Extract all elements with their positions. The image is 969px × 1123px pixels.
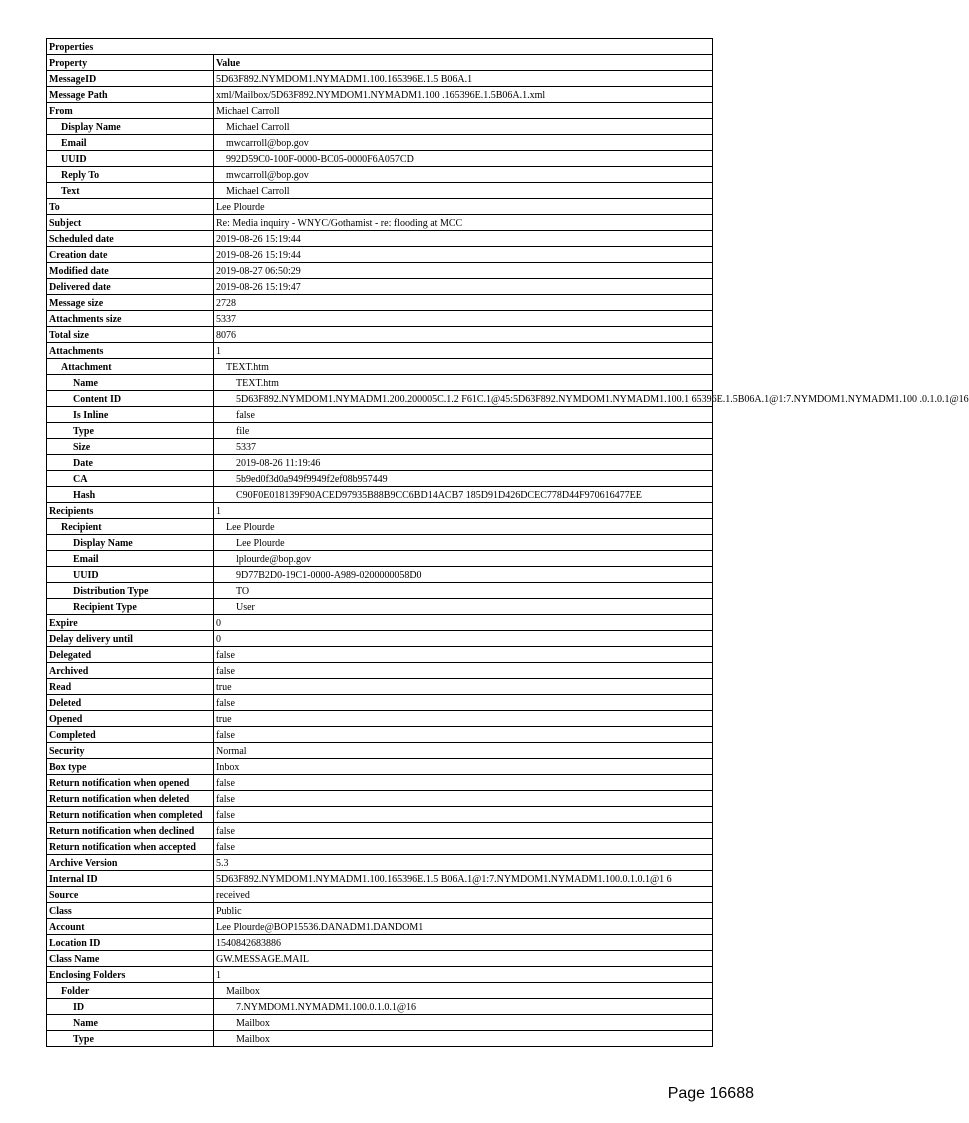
property-value: file — [214, 423, 713, 439]
property-name: Expire — [47, 615, 214, 631]
property-name: Hash — [47, 487, 214, 503]
property-name: Return notification when completed — [47, 807, 214, 823]
table-row — [47, 759, 713, 775]
property-name: Read — [47, 679, 214, 695]
property-value: Mailbox — [214, 1015, 713, 1031]
property-value: Lee Plourde — [214, 199, 713, 215]
property-value: Mailbox — [214, 1031, 713, 1047]
property-name: Date — [47, 455, 214, 471]
table-row — [47, 279, 713, 295]
table-row — [47, 135, 713, 151]
property-name: Deleted — [47, 695, 214, 711]
table-row — [47, 231, 713, 247]
property-value: received — [214, 887, 713, 903]
property-name: Completed — [47, 727, 214, 743]
property-value: Michael Carroll — [214, 183, 713, 199]
table-row — [47, 871, 713, 887]
property-name: Recipient — [47, 519, 214, 535]
property-name: Name — [47, 1015, 214, 1031]
property-name: Is Inline — [47, 407, 214, 423]
property-value: mwcarroll@bop.gov — [214, 135, 713, 151]
property-value: 5.3 — [214, 855, 713, 871]
property-value: 2728 — [214, 295, 713, 311]
property-value: xml/Mailbox/5D63F892.NYMDOM1.NYMADM1.100 .165396E.1.5B06A.1.xml — [214, 87, 713, 103]
property-value: Lee Plourde — [214, 535, 713, 551]
property-name: Opened — [47, 711, 214, 727]
property-value: 5D63F892.NYMDOM1.NYMADM1.200.200005C.1.2 F61C.1@45:5D63F892.NYMDOM1.NYMADM1.100.1 65396E.1.5B06A.1@1:7.NYMDOM1.NYMADM1.100 .0.1.0.1@16 — [214, 391, 713, 407]
table-row — [47, 423, 713, 439]
property-value: 5337 — [214, 439, 713, 455]
property-value: 2019-08-26 11:19:46 — [214, 455, 713, 471]
property-name: Recipients — [47, 503, 214, 519]
property-name: Return notification when accepted — [47, 839, 214, 855]
property-value: Normal — [214, 743, 713, 759]
table-row — [47, 951, 713, 967]
property-name: Content ID — [47, 391, 214, 407]
property-value: 7.NYMDOM1.NYMADM1.100.0.1.0.1@16 — [214, 999, 713, 1015]
table-row — [47, 711, 713, 727]
property-name: Recipient Type — [47, 599, 214, 615]
property-name: MessageID — [47, 71, 214, 87]
property-name: Name — [47, 375, 214, 391]
property-name: Return notification when deleted — [47, 791, 214, 807]
property-name: Enclosing Folders — [47, 967, 214, 983]
table-row — [47, 583, 713, 599]
table-row — [47, 935, 713, 951]
property-value: 5D63F892.NYMDOM1.NYMADM1.100.165396E.1.5 B06A.1@1:7.NYMDOM1.NYMADM1.100.0.1.0.1@1 6 — [214, 871, 713, 887]
table-row — [47, 823, 713, 839]
property-name: Archived — [47, 663, 214, 679]
table-row — [47, 103, 713, 119]
table-row — [47, 1015, 713, 1031]
table-row — [47, 151, 713, 167]
property-value: User — [214, 599, 713, 615]
property-name: Display Name — [47, 119, 214, 135]
property-value: 2019-08-26 15:19:44 — [214, 247, 713, 263]
property-value: 5337 — [214, 311, 713, 327]
table-row — [47, 455, 713, 471]
properties-table — [46, 38, 969, 1047]
property-name: Delay delivery until — [47, 631, 214, 647]
property-name: Location ID — [47, 935, 214, 951]
property-value: TEXT.htm — [214, 375, 713, 391]
property-name: Display Name — [47, 535, 214, 551]
property-value: Public — [214, 903, 713, 919]
property-value: 1 — [214, 343, 713, 359]
table-row — [47, 503, 713, 519]
table-row — [47, 551, 713, 567]
table-row — [47, 855, 713, 871]
property-name: Box type — [47, 759, 214, 775]
table-row — [47, 839, 713, 855]
property-value: Michael Carroll — [214, 103, 713, 119]
property-value: true — [214, 711, 713, 727]
property-name: Reply To — [47, 167, 214, 183]
property-name: UUID — [47, 567, 214, 583]
property-name: Attachments size — [47, 311, 214, 327]
property-name: Type — [47, 423, 214, 439]
property-name: Email — [47, 551, 214, 567]
property-value: 5D63F892.NYMDOM1.NYMADM1.100.165396E.1.5 B06A.1 — [214, 71, 713, 87]
table-row — [47, 807, 713, 823]
table-row — [47, 215, 713, 231]
table-row — [47, 791, 713, 807]
property-name: Total size — [47, 327, 214, 343]
property-name: Security — [47, 743, 214, 759]
property-value: Michael Carroll — [214, 119, 713, 135]
table-row — [47, 263, 713, 279]
property-value: Mailbox — [214, 983, 713, 999]
page-number: Page 16688 — [667, 1085, 754, 1102]
property-value: 1540842683886 — [214, 935, 713, 951]
property-value: 1 — [214, 503, 713, 519]
table-row — [47, 887, 713, 903]
property-value: false — [214, 775, 713, 791]
table-row — [47, 519, 713, 535]
property-name: Creation date — [47, 247, 214, 263]
property-name: Message Path — [47, 87, 214, 103]
table-row — [47, 327, 713, 343]
property-name: Subject — [47, 215, 214, 231]
table-row — [47, 983, 713, 999]
property-value: TO — [214, 583, 713, 599]
property-value: false — [214, 823, 713, 839]
property-value: Inbox — [214, 759, 713, 775]
property-name: To — [47, 199, 214, 215]
table-row — [47, 535, 713, 551]
table-row — [47, 1031, 713, 1047]
table-row — [47, 775, 713, 791]
table-row — [47, 343, 713, 359]
property-value: TEXT.htm — [214, 359, 713, 375]
table-row — [47, 647, 713, 663]
property-name: Return notification when declined — [47, 823, 214, 839]
table-row — [47, 183, 713, 199]
property-name: Scheduled date — [47, 231, 214, 247]
property-name: Class Name — [47, 951, 214, 967]
property-name: Delegated — [47, 647, 214, 663]
header-value: Value — [214, 55, 713, 71]
property-name: Source — [47, 887, 214, 903]
property-value: 992D59C0-100F-0000-BC05-0000F6A057CD — [214, 151, 713, 167]
property-value: 2019-08-26 15:19:47 — [214, 279, 713, 295]
table-row — [47, 727, 713, 743]
property-value: 9D77B2D0-19C1-0000-A989-0200000058D0 — [214, 567, 713, 583]
table-row — [47, 167, 713, 183]
property-value: GW.MESSAGE.MAIL — [214, 951, 713, 967]
table-row — [47, 391, 713, 407]
table-row — [47, 567, 713, 583]
property-name: Email — [47, 135, 214, 151]
header-property: Property — [47, 55, 214, 71]
table-row — [47, 87, 713, 103]
property-name: Text — [47, 183, 214, 199]
property-name: Type — [47, 1031, 214, 1047]
table-title: Properties — [47, 39, 713, 55]
property-name: UUID — [47, 151, 214, 167]
property-value: false — [214, 839, 713, 855]
property-name: Internal ID — [47, 871, 214, 887]
property-value: false — [214, 695, 713, 711]
property-value: Re: Media inquiry - WNYC/Gothamist - re: flooding at MCC — [214, 215, 713, 231]
table-row — [47, 999, 713, 1015]
property-value: 5b9ed0f3d0a949f9949f2ef08b957449 — [214, 471, 713, 487]
table-row — [47, 919, 713, 935]
table-row — [47, 487, 713, 503]
property-value: 0 — [214, 631, 713, 647]
property-value: false — [214, 663, 713, 679]
property-name: Message size — [47, 295, 214, 311]
property-value: lplourde@bop.gov — [214, 551, 713, 567]
table-row — [47, 599, 713, 615]
property-value: false — [214, 647, 713, 663]
table-row — [47, 903, 713, 919]
property-value: false — [214, 807, 713, 823]
table-title-row — [47, 39, 713, 55]
property-value: true — [214, 679, 713, 695]
table-row — [47, 119, 713, 135]
table-row — [47, 967, 713, 983]
property-name: From — [47, 103, 214, 119]
table-row — [47, 663, 713, 679]
property-value: 0 — [214, 615, 713, 631]
table-row — [47, 615, 713, 631]
table-row — [47, 631, 713, 647]
property-value: 1 — [214, 967, 713, 983]
property-value: false — [214, 727, 713, 743]
table-row — [47, 359, 713, 375]
property-name: Archive Version — [47, 855, 214, 871]
table-row — [47, 439, 713, 455]
table-row — [47, 471, 713, 487]
table-row — [47, 743, 713, 759]
property-value: false — [214, 407, 713, 423]
property-name: Account — [47, 919, 214, 935]
property-name: ID — [47, 999, 214, 1015]
property-value: mwcarroll@bop.gov — [214, 167, 713, 183]
property-value: Lee Plourde — [214, 519, 713, 535]
table-row — [47, 407, 713, 423]
property-name: Return notification when opened — [47, 775, 214, 791]
table-row — [47, 199, 713, 215]
property-name: CA — [47, 471, 214, 487]
property-value: C90F0E018139F90ACED97935B88B9CC6BD14ACB7 185D91D426DCEC778D44F970616477EE — [214, 487, 713, 503]
table-row — [47, 71, 713, 87]
table-row — [47, 375, 713, 391]
property-name: Delivered date — [47, 279, 214, 295]
property-value: Lee Plourde@BOP15536.DANADM1.DANDOM1 — [214, 919, 713, 935]
table-row — [47, 295, 713, 311]
property-name: Class — [47, 903, 214, 919]
property-value: false — [214, 791, 713, 807]
table-row — [47, 679, 713, 695]
property-name: Folder — [47, 983, 214, 999]
property-value: 8076 — [214, 327, 713, 343]
table-row — [47, 695, 713, 711]
property-name: Attachment — [47, 359, 214, 375]
table-row — [47, 247, 713, 263]
table-row — [47, 311, 713, 327]
property-value: 2019-08-26 15:19:44 — [214, 231, 713, 247]
property-name: Size — [47, 439, 214, 455]
property-name: Modified date — [47, 263, 214, 279]
property-name: Distribution Type — [47, 583, 214, 599]
property-name: Attachments — [47, 343, 214, 359]
table-header-row — [47, 55, 713, 71]
property-value: 2019-08-27 06:50:29 — [214, 263, 713, 279]
